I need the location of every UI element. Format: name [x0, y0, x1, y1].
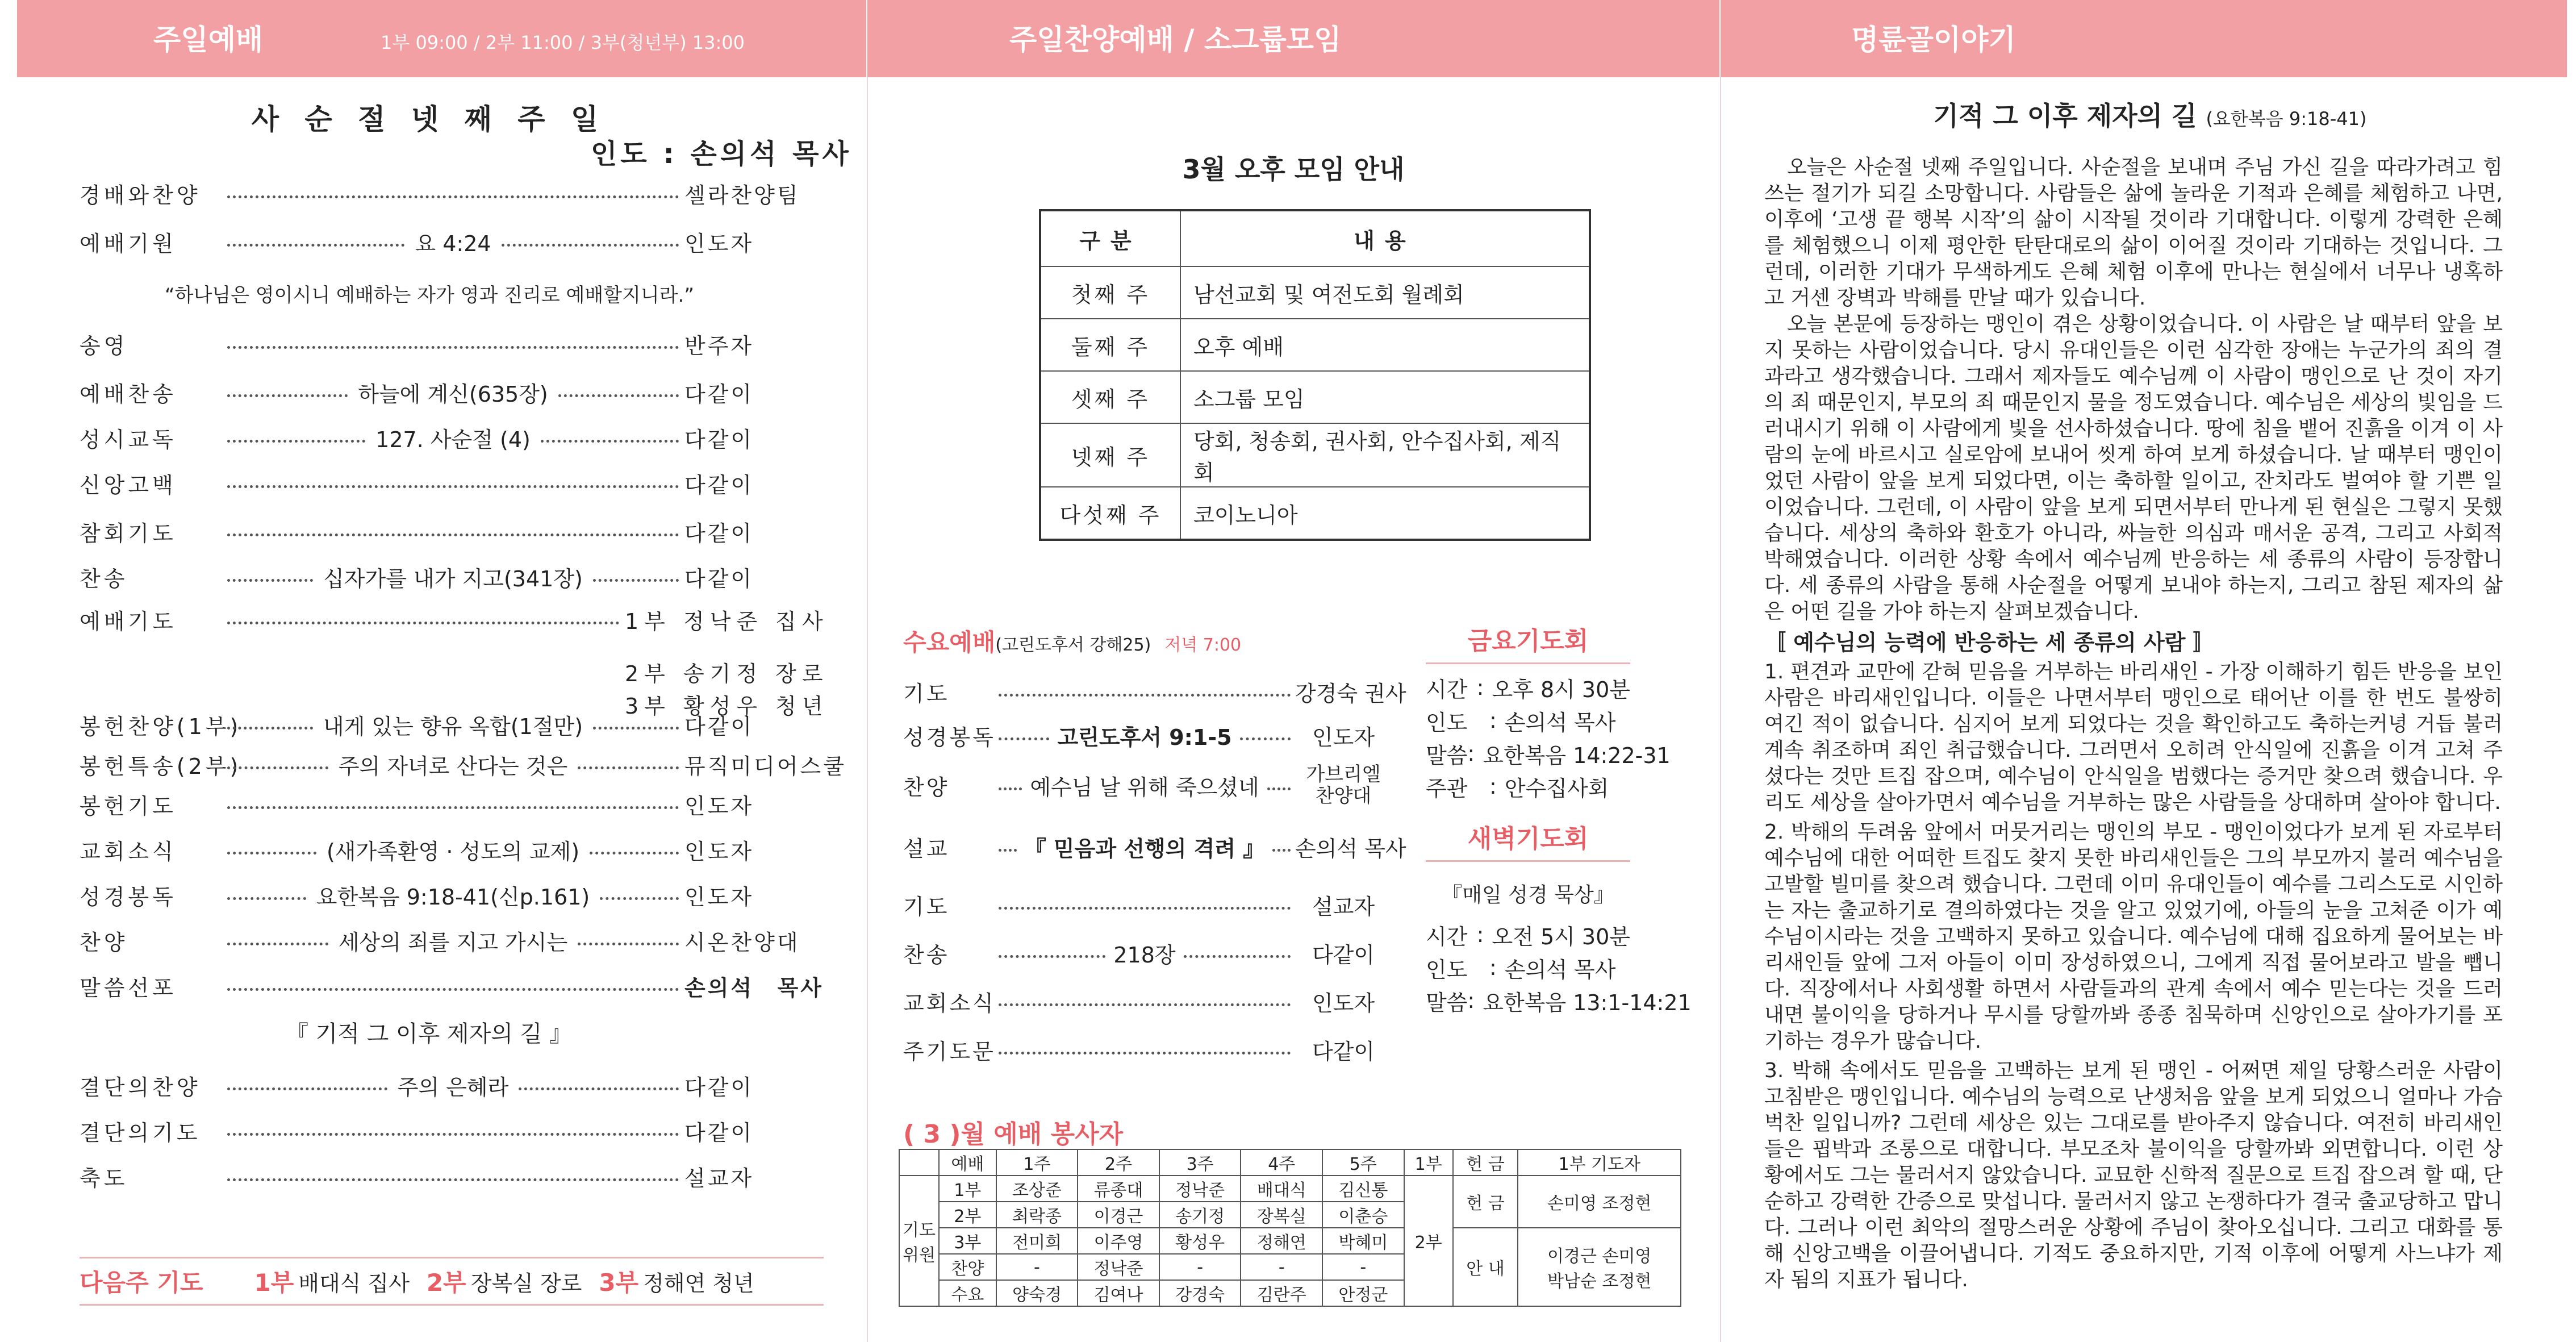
dot-leader	[227, 988, 679, 991]
volunteer-name: 조상준	[996, 1176, 1078, 1202]
col-header: 1부	[1404, 1149, 1453, 1176]
order-item-leader: 인도자	[684, 231, 754, 256]
sunday-title: 사 순 절 넷 째 주 일	[251, 103, 607, 136]
order-item-label: 신앙고백	[80, 472, 177, 498]
order-item-label: 성시교독	[80, 427, 177, 452]
schedule-content: 소그룹 모임	[1180, 371, 1590, 423]
col-header-category: 구분	[1040, 210, 1180, 266]
info-label: 시간	[1426, 677, 1468, 702]
dot-leader	[227, 394, 348, 397]
story-reference: (요한복음 9:18-41)	[2206, 108, 2367, 130]
info-label: 인도	[1426, 957, 1468, 982]
schedule-week: 다섯째 주	[1040, 487, 1180, 540]
header-col1-times: 1부 09:00 / 2부 11:00 / 3부(청년부) 13:00	[381, 32, 745, 53]
volunteer-name: 이경근	[1078, 1202, 1159, 1228]
header-col3-title: 명륜골이야기	[1851, 23, 2016, 56]
colon: :	[1476, 675, 1484, 700]
order-item-label: 축도	[80, 1165, 128, 1191]
order-item-label: 경배와찬양	[80, 182, 201, 208]
info-value: 손의석 목사	[1504, 710, 1616, 735]
col-header-blank	[899, 1149, 939, 1176]
col-header-content: 내용	[1180, 210, 1590, 266]
next-week-label: 다음주 기도	[80, 1269, 203, 1297]
order-item-leader: 인도자	[684, 884, 754, 910]
volunteer-name: 김란주	[1241, 1280, 1322, 1306]
dot-leader	[227, 244, 404, 247]
column-divider	[867, 77, 868, 1342]
wednesday-title: 수요예배	[903, 628, 996, 656]
next-week-part3: 3부	[599, 1269, 639, 1297]
dot-leader	[227, 852, 316, 855]
wednesday-order-row	[903, 983, 1392, 1019]
dawn-prayer-block	[1426, 818, 1692, 1017]
order-item-label: 찬양	[903, 774, 950, 800]
dot-leader	[999, 1052, 1291, 1055]
friday-info-line	[1426, 704, 1630, 737]
order-item-label: 성경봉독	[903, 724, 996, 750]
order-item-leader: 강경숙 권사	[1295, 681, 1406, 706]
next-week-name1: 배대식 집사	[298, 1270, 410, 1296]
schedule-week: 첫째 주	[1040, 266, 1180, 319]
worship-order-row	[80, 1159, 824, 1193]
order-item-detail: 내게 있는 향유 옥합(1절만)	[323, 714, 583, 739]
dot-leader	[227, 727, 313, 730]
order-item-label: 기도	[903, 894, 950, 919]
dot-leader	[999, 737, 1049, 740]
volunteer-name: 류종대	[1078, 1176, 1159, 1202]
order-item-detail: 주의 은혜라	[397, 1074, 509, 1100]
order-item-detail: 주의 자녀로 산다는 것은	[338, 753, 568, 779]
dot-leader	[227, 1178, 679, 1181]
col-header: 1주	[996, 1149, 1078, 1176]
volunteers-table	[899, 1149, 1681, 1307]
dot-leader	[600, 897, 679, 900]
info-value: 오전 5시 30분	[1492, 924, 1630, 949]
next-week-prayer	[80, 1257, 824, 1306]
wednesday-series: (고린도후서 강해25)	[995, 635, 1151, 655]
afternoon-title: 3월 오후 모임 안내	[1182, 154, 1405, 185]
worship-order-row	[80, 832, 824, 866]
friday-info-line	[1426, 737, 1671, 770]
wednesday-time: 저녁 7:00	[1164, 635, 1242, 655]
header-col2	[867, 0, 1719, 77]
friday-title: 금요기도회	[1426, 620, 1630, 664]
volunteer-name: 송기정	[1159, 1202, 1241, 1228]
worship-order-row	[80, 420, 824, 455]
info-label: 주관	[1426, 776, 1468, 801]
order-item-leader: 설교자	[684, 1165, 754, 1191]
dot-leader	[227, 346, 679, 349]
header-col1-title: 주일예배	[153, 23, 264, 56]
worship-order-row	[80, 1114, 824, 1148]
worship-order-row	[80, 560, 824, 594]
order-item-detail: 고린도후서 9:1-5	[1057, 724, 1232, 750]
next-week-name2: 장복실 장로	[470, 1270, 582, 1296]
table-row	[1040, 266, 1590, 319]
service-name: 1부	[939, 1176, 996, 1202]
dot-leader	[227, 943, 328, 945]
order-item-label: 예배기도	[80, 609, 177, 634]
volunteer-name: 양숙경	[996, 1280, 1078, 1306]
volunteer-name: 박혜미	[1322, 1228, 1404, 1254]
dot-leader	[999, 849, 1017, 852]
opening-verse: “하나님은 영이시니 예배하는 자가 영과 진리로 예배할지니라.”	[165, 284, 694, 307]
order-item-detail: 하늘에 계신(635장)	[358, 381, 548, 407]
schedule-content: 코이노니아	[1180, 487, 1590, 540]
order-item-label: 교회소식	[80, 839, 177, 864]
volunteer-name: 황성우	[1159, 1228, 1241, 1254]
dot-leader	[593, 579, 679, 582]
dot-leader	[227, 534, 679, 536]
dot-leader	[593, 727, 679, 730]
order-item-leader: 인도자	[1312, 990, 1375, 1016]
volunteers-title: ( 3 )월 예배 봉사자	[903, 1120, 1124, 1149]
col-header: 헌 금	[1453, 1149, 1518, 1176]
afternoon-schedule-table	[1039, 209, 1591, 541]
wednesday-heading	[903, 624, 1241, 658]
order-item-label: 예배찬송	[80, 381, 177, 407]
col-header: 4주	[1241, 1149, 1322, 1176]
worship-order-row	[80, 466, 824, 500]
dot-leader	[578, 943, 679, 945]
volunteer-name: 정낙준	[1078, 1254, 1159, 1280]
next-week-part2: 2부	[426, 1269, 466, 1297]
worship-order-row	[80, 514, 824, 548]
dot-leader	[999, 907, 1291, 910]
volunteer-name: 안정군	[1322, 1280, 1404, 1306]
table-row	[899, 1176, 1681, 1202]
service-name: 2부	[939, 1202, 996, 1228]
volunteer-name: -	[1241, 1254, 1322, 1280]
volunteer-name: -	[1322, 1254, 1404, 1280]
dot-leader	[227, 440, 365, 443]
part2-label: 2부	[1404, 1176, 1453, 1306]
volunteer-name: 이주영	[1078, 1228, 1159, 1254]
dot-leader	[227, 622, 619, 624]
dot-leader	[1184, 955, 1291, 958]
col-header: 2주	[1078, 1149, 1159, 1176]
table-row	[1040, 487, 1590, 540]
dot-leader	[519, 1087, 679, 1090]
table-header	[899, 1149, 1681, 1176]
order-item-leader: 손의석 목사	[684, 975, 824, 1001]
schedule-week: 둘째 주	[1040, 319, 1180, 371]
volunteer-name: 전미희	[996, 1228, 1078, 1254]
schedule-week: 셋째 주	[1040, 371, 1180, 423]
wednesday-order-row	[903, 935, 1392, 971]
wednesday-order-row	[903, 886, 1392, 923]
order-item-leader: 다같이	[684, 472, 754, 498]
colon: :	[1489, 955, 1497, 980]
sermon-title: 『 기적 그 이후 제자의 길 』	[285, 1021, 573, 1047]
story-intro	[1764, 155, 2503, 625]
dot-leader	[1240, 737, 1291, 740]
info-value: 손의석 목사	[1504, 957, 1616, 982]
header-col2-title: 주일찬양예배 / 소그룹모임	[1009, 23, 1342, 56]
order-item-detail: 요한복음 9:18-41(신p.161)	[316, 884, 590, 910]
worship-order-row	[80, 327, 824, 361]
volunteer-name: 최락종	[996, 1202, 1078, 1228]
volunteer-name: 장복실	[1241, 1202, 1322, 1228]
order-item-leader: 인도자	[1312, 724, 1375, 750]
order-item-detail: 『 믿음과 선행의 격려 』	[1024, 836, 1265, 861]
table-row	[899, 1228, 1681, 1254]
dot-leader	[227, 579, 313, 582]
table-row	[1040, 371, 1590, 423]
order-item-leader: 다같이	[1312, 942, 1375, 968]
order-item-label: 성경봉독	[80, 884, 177, 910]
column-divider	[1720, 77, 1721, 1342]
dot-leader	[578, 766, 679, 769]
dot-leader	[227, 766, 328, 769]
col-header: 5주	[1322, 1149, 1404, 1176]
wednesday-order-row	[903, 673, 1406, 710]
header-col1	[17, 0, 866, 77]
colon: :	[1489, 708, 1497, 733]
friday-info-line	[1426, 671, 1630, 704]
volunteer-name: 강경숙	[1159, 1280, 1241, 1306]
table-row	[1040, 319, 1590, 371]
col-header: 1부 기도자	[1518, 1149, 1681, 1176]
story-paragraph: 오늘 본문에 등장하는 맹인이 겪은 상황이었습니다. 이 사람은 날 때부터 앞을 보지 못하는 사람이었습니다. 당시 유대인들은 이런 심각한 장애는 누군가의 죄의 결과라고 생각했습니다. 그래서 제자들도 예수님께 이 사람이 맹인으로 난 것이 자기의 죄 때문인지, 부모의 죄 때문인지 물을 정도였습니다. 예수님은 세상의 빛임을 드러내시기 위해 이 사람에게 빛을 선사하셨습니다. 땅에 침을 뱉어 진흙을 이겨 이 사람의 눈에 바르시고 실로암에 보내어 씻게 하여 보게 하셨습니다. 날 때부터 맹인이었던 사람이 앞을 보게 되었다면, 이는 축하할 일이고, 잔치라도 벌여야 할 기쁜 일이었습니다. 그런데, 이 사람이 앞을 보게 되면서부터 만나게 된 현실은 그렇지 못했습니다. 세상의 축하와 환호가 아니라, 싸늘한 의심과 매서운 공격, 그리고 사회적 박해였습니다. 이러한 상황 속에서 예수님께 반응하는 세 종류의 사람이 등장합니다. 세 종류의 사람을 통해 사순절을 어떻게 보내야 하는지, 그리고 참된 제자의 삶은 어떤 길을 가야 하는지 살펴보겠습니다.	[1764, 312, 2503, 623]
dot-leader	[999, 787, 1022, 790]
wednesday-order-row	[903, 763, 1392, 807]
wednesday-order-row	[903, 1031, 1392, 1068]
order-item-label: 찬양	[80, 930, 128, 955]
wednesday-order-row	[903, 717, 1392, 753]
order-item-label: 설교	[903, 836, 950, 861]
order-item-label: 결단의기도	[80, 1120, 201, 1145]
dot-leader	[1272, 849, 1291, 852]
order-item-detail: 127. 사순절 (4)	[375, 427, 531, 452]
next-week-part1: 1부	[254, 1269, 294, 1297]
volunteer-name: -	[1159, 1254, 1241, 1280]
order-item-label: 찬송	[80, 566, 128, 591]
offering-label: 헌 금	[1453, 1176, 1518, 1228]
order-item-leader: 설교자	[1312, 894, 1375, 919]
dot-leader	[999, 1003, 1291, 1006]
guide-label: 안 내	[1453, 1228, 1518, 1306]
sunday-leader: 인도 : 손의석 목사	[591, 138, 852, 170]
order-item-detail: 예수님 날 위해 죽으셨네	[1030, 774, 1259, 800]
info-label: 시간	[1426, 924, 1468, 949]
worship-order-row	[80, 747, 846, 781]
worship-order-row	[80, 923, 824, 957]
worship-order-row	[80, 1068, 824, 1102]
info-value: 요한복음 14:22-31	[1483, 743, 1671, 768]
info-value: 오후 8시 30분	[1492, 677, 1630, 702]
order-item-detail: 세상의 죄를 지고 가시는	[338, 930, 568, 955]
col-header: 예배	[939, 1149, 996, 1176]
dot-leader	[502, 244, 679, 247]
dot-leader	[227, 806, 679, 809]
order-item-label: 말씀선포	[80, 975, 177, 1001]
info-value: 요한복음 13:1-14:21	[1483, 990, 1692, 1015]
order-item-leader: 다같이	[684, 1120, 754, 1145]
service-name: 찬양	[939, 1254, 996, 1280]
order-item-leader: 셀라찬양팀	[684, 182, 800, 208]
order-item-leader: 다같이	[684, 714, 754, 739]
order-item-detail: 십자가를 내가 지고(341장)	[323, 566, 583, 591]
volunteer-name: -	[996, 1254, 1078, 1280]
worship-order-row	[80, 787, 824, 821]
dot-leader	[590, 852, 679, 855]
prayer-2nd: 2부 송기정 장로	[625, 661, 829, 686]
dot-leader	[541, 440, 679, 443]
col-header: 3주	[1159, 1149, 1241, 1176]
dot-leader	[227, 897, 306, 900]
info-label: 인도	[1426, 710, 1468, 735]
schedule-week: 넷째 주	[1040, 423, 1180, 487]
order-item-label: 찬송	[903, 942, 950, 968]
dot-leader	[227, 1133, 679, 1136]
colon: :	[1467, 741, 1475, 766]
schedule-content: 오후 예배	[1180, 319, 1590, 371]
volunteer-name: 배대식	[1241, 1176, 1322, 1202]
order-item-label: 봉헌기도	[80, 793, 177, 819]
wednesday-order-row	[903, 828, 1406, 865]
story-heading	[1732, 95, 2567, 133]
order-item-leader: 다같이	[1312, 1039, 1375, 1064]
order-item-leader: 다같이	[684, 1074, 754, 1100]
volunteer-name: 이춘승	[1322, 1202, 1404, 1228]
volunteer-name: 김신통	[1322, 1176, 1404, 1202]
dawn-info-line	[1426, 984, 1692, 1017]
dot-leader	[227, 485, 679, 488]
dot-leader	[227, 1087, 387, 1090]
dawn-title: 새벽기도회	[1426, 818, 1630, 862]
guide-names	[1518, 1228, 1681, 1306]
volunteer-name: 김여나	[1078, 1280, 1159, 1306]
next-week-name3: 정해연 청년	[643, 1270, 754, 1296]
story-title: 기적 그 이후 제자의 길	[1933, 101, 2197, 131]
order-item-label: 봉헌찬양(1부)	[80, 714, 242, 739]
dawn-info-line	[1426, 951, 1630, 984]
info-label: 말씀	[1426, 743, 1468, 768]
order-item-leader: 가브리엘 찬양대	[1306, 763, 1381, 807]
friday-info-line	[1426, 770, 1630, 803]
worship-order-row	[80, 969, 824, 1003]
order-item-detail: (새가족환영 · 성도의 교제)	[326, 839, 580, 864]
order-item-label: 봉헌특송(2부)	[80, 753, 242, 779]
colon: :	[1476, 922, 1484, 947]
service-name: 3부	[939, 1228, 996, 1254]
dot-leader	[999, 955, 1105, 958]
story-point: 1. 편견과 교만에 갇혀 믿음을 거부하는 바리새인 - 가장 이해하기 힘든 반응을 보인 사람은 바리새인입니다. 이들은 나면서부터 맹인으로 태어난 이를 한 번도 불쌍히 여긴 적이 없습니다. 심지어 보게 되었다는 것을 확인하고도 축하는커녕 거듭 불러 계속 취조하며 죄인 취급했습니다. 그러면서 오히려 안식일에 진흙을 이겨 고쳐 주셨다는 것만 트집 잡으며, 예수님이 안식일을 범했다는 증거만 찾으려 했습니다. 우리도 세상을 살아가면서 예수님을 거부하는 많은 사람들을 상대하며 살아야 합니다.	[1764, 660, 2503, 814]
schedule-content: 당회, 청송회, 권사회, 안수집사회, 제직회	[1180, 423, 1590, 487]
order-item-leader: 다같이	[684, 427, 754, 452]
story-paragraph: 오늘은 사순절 넷째 주일입니다. 사순절을 보내며 주님 가신 길을 따라가려고 힘쓰는 절기가 되길 소망합니다. 사람들은 삶에 놀라운 기적과 은혜를 체험하고 나면, 이후에 ‘고생 끝 행복 시작’의 삶이 시작될 것이라 기대합니다. 이렇게 강력한 은혜를 체험했으니 이제 평안한 탄탄대로의 삶이 이어질 것이라 기대하는 것입니다. 그런데, 이러한 기대가 무색하게도 은혜 체험 이후에 만나는 현실에서 너무나 냉혹하고 거센 장벽과 박해를 만날 때가 있습니다.	[1764, 156, 2503, 310]
dot-leader	[1267, 787, 1291, 790]
worship-order-row	[80, 224, 824, 259]
table-header	[1040, 210, 1590, 266]
order-item-leader: 인도자	[684, 839, 754, 864]
order-item-leader: 반주자	[684, 333, 754, 359]
story-point: 3. 박해 속에서도 믿음을 고백하는 보게 된 맹인 - 어쩌면 제일 당황스러운 사람이 고침받은 맹인입니다. 예수님의 능력으로 난생처음 앞을 보게 되었으니 얼마나 가슴 벅찬 일입니까? 그런데 세상은 있는 그대로를 받아주지 않습니다. 여전히 바리새인들은 핍박과 조롱으로 대합니다. 부모조차 불이익을 당할까봐 외면합니다. 이런 상황에서도 그는 물러서지 않았습니다. 교묘한 신학적 질문으로 트집 잡으려 할 때, 단순하고 강력한 간증으로 맞섭니다. 물러서지 않고 논쟁하다가 결국 출교당하고 맙니다. 그러나 이런 최악의 절망스러운 상황에 주님이 찾아오십니다. 그리고 대화를 통해 신앙고백을 이끌어냅니다. 기적도 중요하지만, 기적 이후에 어떻게 사느냐가 제자 됨의 지표가 됩니다.	[1764, 1059, 2503, 1291]
order-item-leader: 뮤직미디어스쿨	[684, 753, 846, 779]
order-item-label: 예배기원	[80, 231, 177, 256]
order-item-leader: 다같이	[684, 520, 754, 546]
worship-order-row	[80, 176, 824, 210]
order-item-label: 주기도문	[903, 1039, 996, 1064]
guide-names-line: 이경근 손미영	[1547, 1247, 1652, 1266]
order-item-leader: 시온찬양대	[684, 930, 800, 955]
worship-order-row	[80, 375, 824, 409]
service-name: 수요	[939, 1280, 996, 1306]
order-item-detail: 218장	[1113, 942, 1176, 968]
table-row	[1040, 423, 1590, 487]
dot-leader	[558, 394, 679, 397]
dawn-info-line	[1426, 918, 1630, 951]
order-item-label: 교회소식	[903, 990, 996, 1016]
colon: :	[1467, 988, 1475, 1013]
order-item-leader: 다같이	[684, 381, 754, 407]
order-item-label: 송영	[80, 333, 128, 359]
colon: :	[1489, 774, 1497, 799]
schedule-content: 남선교회 및 여전도회 월례회	[1180, 266, 1590, 319]
order-item-detail: 요 4:24	[415, 231, 491, 256]
info-label: 말씀	[1426, 990, 1468, 1015]
volunteer-name: 정해연	[1241, 1228, 1322, 1254]
order-item-label: 기도	[903, 681, 950, 706]
offering-names: 손미영 조정현	[1518, 1176, 1681, 1228]
info-value: 안수집사회	[1504, 776, 1609, 801]
dot-leader	[999, 694, 1291, 697]
story-section-heading: 〚 예수님의 능력에 반응하는 세 종류의 사람 〛	[1764, 630, 2215, 655]
story-points	[1764, 659, 2503, 1293]
order-item-leader: 다같이	[684, 566, 754, 591]
header-col3	[1721, 0, 2567, 77]
order-item-leader: 인도자	[684, 793, 754, 819]
friday-prayer-block	[1426, 620, 1671, 803]
order-item-label: 참회기도	[80, 520, 177, 546]
dawn-subtitle: 『매일 성경 묵상』	[1442, 883, 1614, 907]
story-point: 2. 박해의 두려움 앞에서 머뭇거리는 맹인의 부모 - 맹인이었다가 보게 된 자로부터 예수님에 대한 어떠한 트집도 찾지 못한 바리새인들은 그의 부모까지 불러 예수님을 고발할 빌미를 찾으려 했습니다. 그런데 이미 유대인들이 예수를 그리스도로 시인하는 자는 출교하기로 결의하였다는 것을 알고 있었기에, 아들의 눈을 고쳐준 이가 예수님이시라는 것을 고백하지 못하고 있습니다. 예수님에 대해 집요하게 물어보는 바리새인들 앞에 그저 아들이 이미 장성하였으니, 그에게 직접 물어보라고 발을 뺍니다. 직장에서나 사회생활 하면서 사람들과의 관계 속에서 예수 믿는다는 것을 드러내면 불이익을 당하거나 무시를 당할까봐 종종 침묵하며 신앙인으로 살아가기를 포기하는 경우가 많습니다.	[1764, 820, 2503, 1053]
prayer-committee-label: 기도위원	[899, 1176, 939, 1306]
guide-names-line: 박남순 조정현	[1547, 1272, 1652, 1291]
volunteer-name: 정낙준	[1159, 1176, 1241, 1202]
order-item-leader: 손의석 목사	[1295, 836, 1406, 861]
worship-order-row	[80, 602, 829, 636]
worship-order-row	[80, 878, 824, 912]
prayer-3rd: 3부 황성우 청년	[625, 694, 829, 719]
order-item-label: 결단의찬양	[80, 1074, 201, 1100]
order-item-leader: 1부 정낙준 집사	[625, 609, 829, 634]
dot-leader	[227, 195, 679, 198]
